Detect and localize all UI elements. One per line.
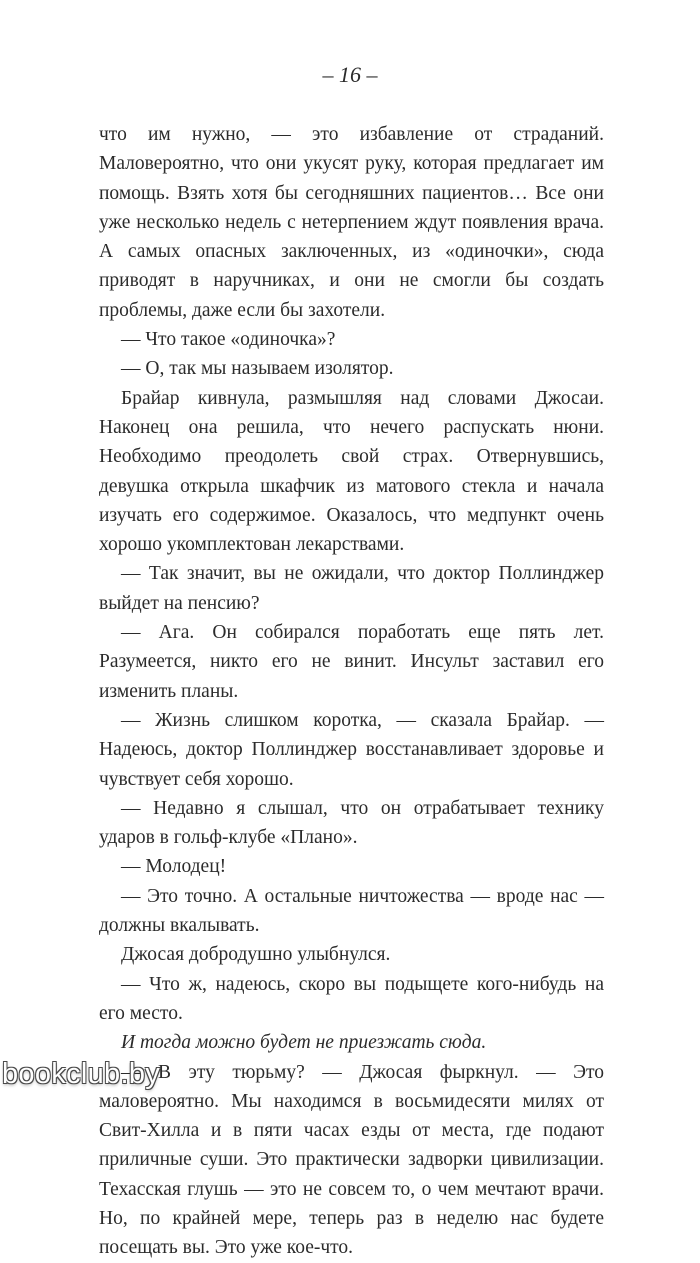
paragraph: Джосая добродушно улыбнулся.	[121, 944, 391, 966]
paragraph: — Что такое «одиночка»?	[121, 329, 336, 351]
paragraph: что им нужно, — это избавление от страданий. Маловероятно, что они укусят руку, которая предлагает им помощь. Взять хотя бы сегодняшних пациентов… Все они уже несколько недель с нетерпением ждут появления врача. А самых опасных заключенных, из «одиночки», сюда приводят в наручниках, и они не смогли бы создать проблемы, даже если бы захотели.	[99, 124, 604, 321]
text-body	[99, 120, 604, 1263]
paragraph: — Недавно я слышал, что он отрабатывает технику ударов в гольф-клубе «Плано».	[99, 797, 604, 849]
paragraph: — О, так мы называем изолятор.	[121, 358, 394, 380]
paragraph: — Молодец!	[121, 856, 227, 878]
paragraph: — В эту тюрьму? — Джосая фыркнул. — Это маловероятно. Мы находимся в восьмидесяти милях от Свит-Хилла и в пяти часах езды от места, где подают приличные суши. Это практически задворки цивилизации. Техасская глушь — это не совсем то, о чем мечтают врачи. Но, по крайней мере, теперь раз в неделю нас будете посещать вы. Это уже кое-что.	[99, 1061, 604, 1259]
paragraph: — Жизнь слишком коротка, — сказала Брайар. — Надеюсь, доктор Поллинджер восстанавливает здоровье и чувствует себя хорошо.	[99, 709, 604, 790]
paragraph: — Так значит, вы не ожидали, что доктор Поллинджер выйдет на пенсию?	[99, 563, 604, 614]
paragraph: — Ага. Он собирался поработать еще пять лет. Разумеется, никто его не винит. Инсульт заставил его изменить планы.	[99, 622, 604, 702]
page-number: – 16 –	[322, 62, 378, 87]
paragraph: — Что ж, надеюсь, скоро вы подыщете кого-нибудь на его место.	[99, 973, 604, 1024]
italic-thought-paragraph: И тогда можно будет не приезжать сюда.	[121, 1032, 487, 1054]
watermark-logo: bookclub.by	[2, 1058, 161, 1090]
paragraph: Брайар кивнула, размышляя над словами Джосаи. Наконец она решила, что нечего распускать нюни. Необходимо преодолеть свой страх. Отвернувшись, девушка открыла шкафчик из матового стекла и начала изучать его содержимое. Оказалось, что медпункт очень хорошо укомплектован лекарствами.	[99, 387, 604, 556]
paragraph: — Это точно. А остальные ничтожества — вроде нас — должны вкалывать.	[99, 885, 604, 937]
